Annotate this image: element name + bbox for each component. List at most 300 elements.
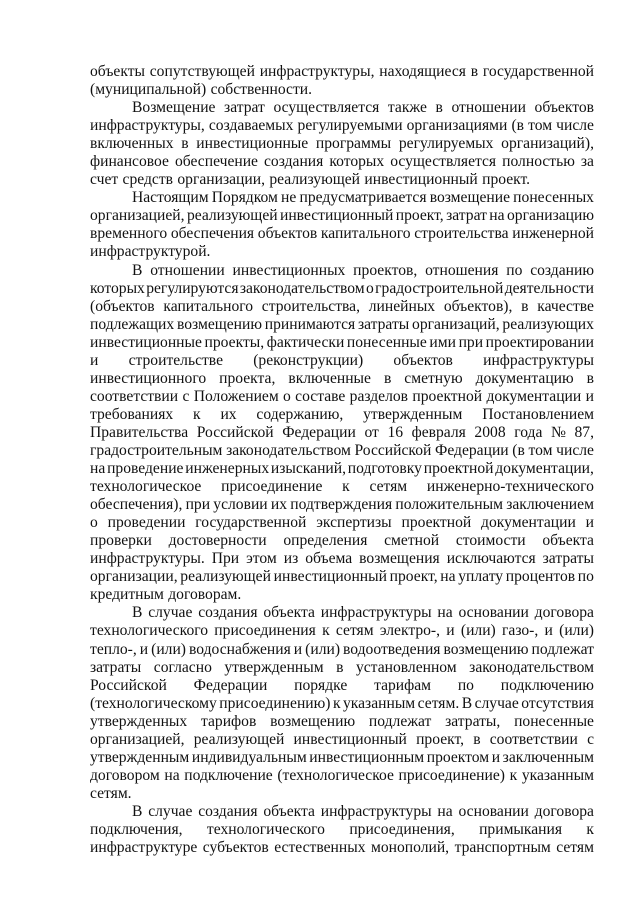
word: создаваемых — [208, 117, 294, 135]
text-line — [90, 117, 594, 135]
text-line — [90, 352, 594, 370]
word: по — [577, 568, 594, 586]
word: инфраструктуры — [483, 351, 594, 369]
word: проект, — [416, 730, 465, 748]
word: изысканий, — [270, 460, 347, 478]
word: технологическое — [90, 478, 202, 496]
word: сетям — [369, 478, 408, 496]
word: инвестиционный — [364, 171, 478, 189]
word: инвестиционного — [90, 369, 207, 387]
word: подлежат — [368, 712, 432, 730]
word: инфраструктуры. — [90, 550, 205, 568]
word: отношении — [150, 261, 225, 279]
word: государственной — [482, 63, 594, 80]
word: программы — [315, 135, 392, 153]
word: возмещение — [429, 189, 511, 207]
word: из — [283, 550, 299, 568]
word: собственности. — [210, 81, 313, 99]
word: и — [139, 640, 149, 658]
word: этом — [246, 550, 277, 568]
word: и — [293, 640, 303, 658]
text-line — [90, 749, 594, 767]
word: объектов), — [443, 297, 513, 315]
word: строительстве — [128, 351, 224, 369]
word: возмещения — [359, 550, 440, 568]
word: При — [211, 550, 240, 568]
word: 2008 — [474, 423, 506, 441]
word: фактически — [266, 333, 345, 351]
word: организацию — [506, 207, 594, 225]
word: сметной — [384, 532, 440, 550]
word: отношении — [451, 99, 526, 117]
word: договором — [90, 766, 160, 784]
word: сетям — [335, 622, 374, 640]
word: утвержденным — [224, 658, 324, 676]
word: возмещению — [270, 712, 356, 730]
text-line — [90, 280, 594, 298]
word: понесенных — [513, 189, 594, 207]
word: при — [185, 496, 211, 514]
word: числе — [556, 441, 594, 459]
word: инженерных — [185, 460, 270, 478]
word: 16 — [387, 423, 404, 441]
text-line — [90, 135, 594, 153]
word: отсутствия — [521, 694, 594, 712]
word: на — [90, 460, 106, 478]
word: инвестиционные — [196, 135, 309, 153]
text-line — [90, 839, 594, 857]
word: подлежащих — [90, 315, 175, 333]
word: проведении — [107, 514, 186, 532]
word: присоединение — [221, 478, 323, 496]
text-line — [90, 821, 594, 839]
word: временного — [90, 225, 168, 243]
word: в — [521, 297, 529, 315]
paragraph-p4 — [90, 604, 594, 803]
word: затраты — [542, 550, 594, 568]
word: естественных — [274, 839, 366, 857]
paragraph-p1 — [90, 99, 594, 189]
word: инфраструктурой. — [90, 243, 211, 261]
word: средств — [122, 171, 174, 189]
word: реализующей — [180, 568, 271, 586]
word: достоверности — [168, 532, 267, 550]
word: договора — [534, 802, 594, 820]
word: проект. — [482, 171, 531, 189]
word: проекты, — [204, 333, 265, 351]
word: в — [473, 730, 481, 748]
word: градостроительным — [90, 441, 223, 459]
word: составе — [295, 387, 346, 405]
word: подключению — [500, 676, 594, 694]
text-line — [90, 424, 594, 442]
text-line — [90, 622, 594, 640]
text-line — [90, 442, 594, 460]
word: транспортным — [454, 839, 551, 857]
word: стоимости — [455, 532, 526, 550]
word: которых — [329, 153, 385, 171]
text-line — [90, 406, 594, 424]
word: основании — [458, 802, 529, 820]
word: о — [90, 514, 98, 532]
word: проведение — [107, 460, 184, 478]
word: инвестиционный — [273, 568, 387, 586]
text-line — [90, 153, 594, 171]
word: понесенные — [346, 333, 427, 351]
word: объема — [305, 550, 353, 568]
word: созданию — [530, 261, 594, 279]
word: (технологическое — [277, 766, 394, 784]
document-page — [90, 63, 594, 857]
word: к — [193, 405, 201, 423]
word: инфраструктуры, — [259, 63, 375, 80]
word: строительства — [414, 225, 509, 243]
word: уплату — [458, 568, 504, 586]
word: проектов, — [353, 261, 418, 279]
word: февраля — [411, 423, 466, 441]
text-line — [90, 243, 594, 261]
word: года — [514, 423, 543, 441]
word: документации — [486, 387, 582, 405]
word: примыкания — [479, 820, 563, 838]
paragraph-p5 — [90, 803, 594, 857]
text-line — [90, 189, 594, 207]
word: о — [365, 279, 374, 297]
text-line — [90, 550, 594, 568]
word: договора — [534, 604, 594, 622]
word: осуществляется — [273, 99, 380, 117]
word: водоснабжения — [188, 640, 291, 658]
word: полностью — [502, 153, 575, 171]
word: (муниципальной) — [90, 81, 207, 99]
word: (или) — [559, 622, 594, 640]
word: Положением — [193, 387, 279, 405]
word: по — [457, 676, 474, 694]
word: находящиеся — [379, 63, 466, 80]
word: условии — [213, 496, 268, 514]
word: с — [587, 730, 594, 748]
text-line — [90, 496, 594, 514]
word: Возмещение — [132, 99, 216, 117]
word: проверки — [90, 532, 152, 550]
word: инженерно-технического — [426, 478, 594, 496]
word: регулируются — [146, 279, 239, 297]
word: сетям. — [417, 694, 460, 712]
word: предусматривается — [299, 189, 427, 207]
word: заключением — [506, 496, 594, 514]
word: с — [182, 387, 190, 405]
word: указанным — [343, 694, 416, 712]
word: регулируемыми — [297, 117, 403, 135]
word: сетям — [556, 839, 594, 857]
word: капитального — [163, 297, 254, 315]
text-line — [90, 388, 594, 406]
word: объекта — [263, 802, 315, 820]
word: и — [544, 622, 553, 640]
text-line — [90, 171, 594, 189]
word: возмещению — [443, 640, 529, 658]
word: градостроительной — [375, 279, 504, 297]
word: (технологическому — [90, 694, 217, 712]
word: законодательством — [226, 441, 351, 459]
word: проектной — [401, 514, 472, 532]
word: Федерации — [435, 441, 509, 459]
word: В — [132, 802, 143, 820]
word: документацию — [475, 369, 574, 387]
word: организации, — [90, 568, 178, 586]
word: монополий, — [370, 839, 450, 857]
word: договорам. — [168, 586, 242, 604]
word: утвержденным — [90, 748, 190, 766]
word: присоединения, — [349, 820, 455, 838]
word: в — [435, 99, 443, 117]
word: к — [509, 766, 518, 784]
word: электро-, — [379, 622, 441, 640]
word: организациями — [406, 117, 508, 135]
word: и — [90, 351, 99, 369]
word: тарифам — [374, 676, 432, 694]
word: числе — [556, 117, 594, 135]
word: в — [470, 63, 479, 80]
word: подключение — [184, 766, 273, 784]
word: в — [586, 369, 594, 387]
text-line — [90, 604, 594, 622]
word: реализующей — [186, 207, 278, 225]
word: объекта — [263, 604, 315, 622]
word: подготовку — [347, 460, 422, 478]
word: создания — [198, 802, 258, 820]
word: Правительства — [90, 423, 189, 441]
word: утвержденным — [363, 405, 463, 423]
word: (в — [512, 441, 525, 459]
word: затраты — [357, 315, 410, 333]
word: инвестиционные — [90, 333, 202, 351]
word: счет — [90, 171, 119, 189]
word: качестве — [537, 297, 594, 315]
word: водоотведения — [343, 640, 441, 658]
text-line — [90, 659, 594, 677]
word: принимаются — [264, 315, 356, 333]
word: (или) — [305, 640, 341, 658]
word: соответствии — [489, 730, 578, 748]
word: затрат — [446, 207, 487, 225]
word: инженерной — [512, 225, 594, 243]
text-line — [90, 785, 594, 803]
text-line — [90, 803, 594, 821]
word: законодательством — [469, 658, 594, 676]
word: документации, — [495, 460, 594, 478]
word: от — [364, 423, 379, 441]
word: также — [387, 99, 427, 117]
word: проект, — [389, 568, 438, 586]
word: и — [491, 748, 501, 766]
text-line — [90, 63, 594, 81]
word: включенные — [288, 369, 371, 387]
word: проекта, — [219, 369, 276, 387]
text-line — [90, 99, 594, 117]
text-line — [90, 713, 594, 731]
word: инфраструктуры, — [90, 117, 205, 135]
word: подлежат — [531, 640, 594, 658]
word: том — [528, 117, 553, 135]
word: экспертизы — [316, 514, 392, 532]
text-line — [90, 767, 594, 785]
word: и — [446, 622, 455, 640]
word: 87, — [574, 423, 594, 441]
word: осуществляется — [390, 153, 497, 171]
word: при — [458, 333, 484, 351]
word: объекта — [542, 532, 594, 550]
word: на — [440, 568, 456, 586]
word: объекты — [90, 63, 145, 80]
word: на — [437, 802, 453, 820]
text-line — [90, 532, 594, 550]
word: № — [551, 423, 566, 441]
word: их — [270, 496, 288, 514]
word: Российской — [90, 676, 167, 694]
word: к — [342, 478, 350, 496]
word: которых — [90, 279, 145, 297]
word: организацией, — [90, 730, 185, 748]
paragraph-p2 — [90, 189, 594, 261]
word: деятельности — [504, 279, 594, 297]
word: к — [332, 694, 341, 712]
word: технологического — [206, 820, 325, 838]
text-line — [90, 695, 594, 713]
word: и — [585, 387, 594, 405]
word: инфраструктуры — [320, 604, 432, 622]
word: присоединению) — [219, 694, 331, 712]
word: процентов — [505, 568, 576, 586]
text-line — [90, 207, 594, 225]
word: (или) — [151, 640, 186, 658]
word: и — [585, 514, 594, 532]
word: В — [461, 694, 473, 712]
word: указанным — [521, 766, 594, 784]
word: линейных — [368, 297, 436, 315]
word: затраты, — [445, 712, 501, 730]
word: проектной — [423, 460, 494, 478]
word: содержанию, — [256, 405, 344, 423]
word: случае — [148, 604, 193, 622]
word: (в — [511, 117, 525, 135]
word: случае — [148, 802, 193, 820]
word: затрат — [224, 99, 265, 117]
text-line — [90, 641, 594, 659]
word: проектировании — [485, 333, 594, 351]
word: на — [437, 604, 453, 622]
word: организаций), — [501, 135, 594, 153]
text-line — [90, 731, 594, 749]
word: Настоящим — [132, 189, 209, 207]
word: положительным — [395, 496, 503, 514]
word: инфраструктуре — [90, 839, 198, 857]
word: сетям. — [90, 784, 132, 802]
word: заключенным — [502, 748, 594, 766]
word: порядке — [294, 676, 348, 694]
word: субъектов — [202, 839, 269, 857]
word: инвестиционный — [293, 730, 407, 748]
word: газо-, — [502, 622, 539, 640]
text-line — [90, 225, 594, 243]
word: подключения, — [90, 820, 183, 838]
word: требованиях — [90, 405, 174, 423]
word: капитального — [320, 225, 411, 243]
word: тарифов — [200, 712, 257, 730]
word: организации, — [177, 171, 265, 189]
word: отношения — [425, 261, 499, 279]
word: том — [528, 441, 553, 459]
text-line — [90, 370, 594, 388]
text-line — [90, 514, 594, 532]
word: Федерации — [193, 676, 268, 694]
text-line — [90, 334, 594, 352]
word: основании — [458, 604, 529, 622]
word: проектной — [412, 387, 483, 405]
word: реализующей — [193, 730, 285, 748]
word: Российской — [196, 423, 274, 441]
word: В — [132, 604, 143, 622]
word: к — [586, 820, 594, 838]
word: В — [132, 261, 143, 279]
word: тепло-, — [90, 640, 137, 658]
word: подтверждения — [290, 496, 393, 514]
word: технологического — [90, 622, 209, 640]
word: по — [506, 261, 523, 279]
word: индивидуальным — [191, 748, 307, 766]
word: проектом — [426, 748, 490, 766]
word: понесенные — [514, 712, 594, 730]
word: (или) — [460, 622, 496, 640]
word: возмещению — [176, 315, 263, 333]
text-line — [90, 586, 594, 604]
word: в — [181, 135, 189, 153]
word: объектов — [257, 225, 318, 243]
word: затраты — [90, 658, 142, 676]
text-line — [90, 568, 594, 586]
word: инвестиционных — [232, 261, 346, 279]
word: инфраструктуры — [320, 802, 432, 820]
word: утвержденных — [90, 712, 188, 730]
word: объектов — [534, 99, 594, 117]
word: сметную — [404, 369, 463, 387]
text-line — [90, 262, 594, 280]
word: сопутствующей — [149, 63, 255, 80]
word: Российской — [354, 441, 432, 459]
text-line — [90, 478, 594, 496]
word: на — [489, 207, 505, 225]
word: согласно — [153, 658, 212, 676]
word: (объектов — [90, 297, 155, 315]
word: создания — [198, 604, 258, 622]
word: их — [220, 405, 237, 423]
text-line — [90, 298, 594, 316]
word: за — [580, 153, 594, 171]
word: на — [164, 766, 180, 784]
word: обеспечения), — [90, 496, 183, 514]
word: присоединение) — [398, 766, 505, 784]
text-line — [90, 81, 594, 99]
word: создания — [264, 153, 324, 171]
word: объектов — [393, 351, 453, 369]
word: обеспечение — [174, 153, 258, 171]
word: Постановлением — [482, 405, 594, 423]
paragraph-p0-continuation — [90, 63, 594, 99]
text-line — [90, 460, 594, 478]
word: организацией, — [90, 207, 185, 225]
text-line — [90, 677, 594, 695]
word: к — [322, 622, 330, 640]
